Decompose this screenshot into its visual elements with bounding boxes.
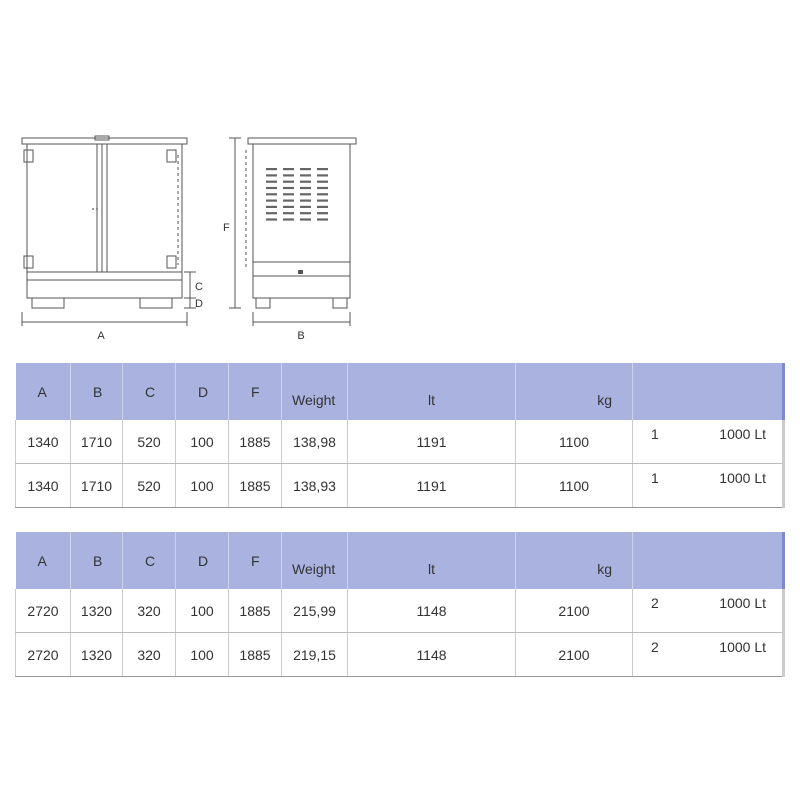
cell-capacity-volume: 1000 Lt — [719, 470, 766, 486]
front-view — [22, 136, 196, 326]
cell-weight: 219,15 — [282, 633, 348, 677]
cell-capacity-count: 1 — [651, 470, 659, 486]
cell-f: 1885 — [229, 420, 282, 464]
dimension-d-label: D — [195, 298, 203, 310]
cell-c: 520 — [123, 464, 176, 508]
vent-slat — [300, 181, 311, 183]
cell-a: 1340 — [16, 420, 71, 464]
vent-slat — [300, 193, 311, 195]
col-header-kg: kg — [516, 363, 633, 420]
vent-slat — [317, 193, 328, 195]
col-header-lt: lt — [348, 532, 516, 589]
side-view — [229, 138, 356, 326]
cell-f: 1885 — [229, 464, 282, 508]
col-header-c: C — [123, 532, 176, 589]
cell-b: 1320 — [71, 589, 123, 633]
vent-slat — [266, 212, 277, 214]
vent-slat — [283, 181, 294, 183]
col-header-a: A — [16, 532, 71, 589]
cell-weight: 138,93 — [282, 464, 348, 508]
vent-slat — [317, 218, 328, 220]
table-header-row — [16, 363, 784, 420]
col-header-c: C — [123, 363, 176, 420]
spec-table-2 — [15, 532, 785, 677]
vent-slat — [317, 212, 328, 214]
vent-slat — [283, 193, 294, 195]
cell-capacity-count: 1 — [651, 426, 659, 442]
cell-d: 100 — [176, 633, 229, 677]
vent-slat — [283, 187, 294, 189]
vent-slat — [266, 168, 277, 170]
cell-lt: 1191 — [348, 420, 516, 464]
dimension-b-label: B — [297, 330, 305, 342]
cell-lt: 1191 — [348, 464, 516, 508]
cell-d: 100 — [176, 464, 229, 508]
vent-slat — [317, 168, 328, 170]
cell-capacity-volume: 1000 Lt — [719, 426, 766, 442]
cell-lt: 1148 — [348, 633, 516, 677]
cell-capacity — [633, 589, 784, 633]
cell-kg: 1100 — [516, 420, 633, 464]
vent-slat — [317, 187, 328, 189]
vent-slat — [300, 212, 311, 214]
vent-slat — [266, 193, 277, 195]
vent-slat — [300, 168, 311, 170]
col-header-f: F — [229, 532, 282, 589]
col-header-d: D — [176, 363, 229, 420]
cell-a: 2720 — [16, 633, 71, 677]
col-header-b: B — [71, 363, 123, 420]
col-header-weight: Weight — [282, 532, 348, 589]
vent-slat — [266, 174, 277, 176]
cell-c: 320 — [123, 633, 176, 677]
cell-lt: 1148 — [348, 589, 516, 633]
col-header-f: F — [229, 363, 282, 420]
cell-a: 2720 — [16, 589, 71, 633]
vent-slat — [283, 206, 294, 208]
cell-capacity-volume: 1000 Lt — [719, 595, 766, 611]
vent-slat — [317, 174, 328, 176]
cell-b: 1320 — [71, 633, 123, 677]
vent-slat — [266, 200, 277, 202]
vent-slat — [266, 187, 277, 189]
col-header-a: A — [16, 363, 71, 420]
vent-slat — [300, 218, 311, 220]
vent-slat — [300, 187, 311, 189]
technical-drawing — [0, 0, 800, 350]
cell-d: 100 — [176, 420, 229, 464]
vent-slat — [300, 200, 311, 202]
table-row — [16, 633, 784, 677]
spec-table-1 — [15, 363, 785, 508]
cell-kg: 2100 — [516, 633, 633, 677]
cell-kg: 1100 — [516, 464, 633, 508]
cell-weight: 215,99 — [282, 589, 348, 633]
col-header-b: B — [71, 532, 123, 589]
cell-c: 520 — [123, 420, 176, 464]
cell-capacity — [633, 633, 784, 677]
col-header-weight: Weight — [282, 363, 348, 420]
table-row — [16, 589, 784, 633]
vent-slat — [266, 181, 277, 183]
cell-capacity-count: 2 — [651, 639, 659, 655]
table-row — [16, 420, 784, 464]
cell-kg: 2100 — [516, 589, 633, 633]
table-row — [16, 464, 784, 508]
dimension-a-label: A — [97, 330, 105, 342]
dimension-f-label: F — [223, 222, 230, 234]
col-header-lt: lt — [348, 363, 516, 420]
vent-slat — [300, 206, 311, 208]
vent-slat — [317, 200, 328, 202]
vent-slat — [300, 174, 311, 176]
vent-slat — [283, 174, 294, 176]
vent-slat — [266, 218, 277, 220]
col-header-kg: kg — [516, 532, 633, 589]
cell-b: 1710 — [71, 464, 123, 508]
cell-d: 100 — [176, 589, 229, 633]
cell-capacity-count: 2 — [651, 595, 659, 611]
table-header-row — [16, 532, 784, 589]
col-header-capacity — [633, 363, 784, 420]
vent-slat — [283, 168, 294, 170]
cell-a: 1340 — [16, 464, 71, 508]
col-header-d: D — [176, 532, 229, 589]
vent-slat — [283, 212, 294, 214]
cell-capacity — [633, 420, 784, 464]
vent-slat — [317, 206, 328, 208]
cell-f: 1885 — [229, 589, 282, 633]
vent-slat — [266, 206, 277, 208]
col-header-capacity — [633, 532, 784, 589]
cell-capacity — [633, 464, 784, 508]
vent-slat — [283, 200, 294, 202]
cell-capacity-volume: 1000 Lt — [719, 639, 766, 655]
vent-slat — [317, 181, 328, 183]
dimension-c-label: C — [195, 281, 203, 293]
cell-b: 1710 — [71, 420, 123, 464]
cell-f: 1885 — [229, 633, 282, 677]
cell-weight: 138,98 — [282, 420, 348, 464]
cell-c: 320 — [123, 589, 176, 633]
vent-slat — [283, 218, 294, 220]
